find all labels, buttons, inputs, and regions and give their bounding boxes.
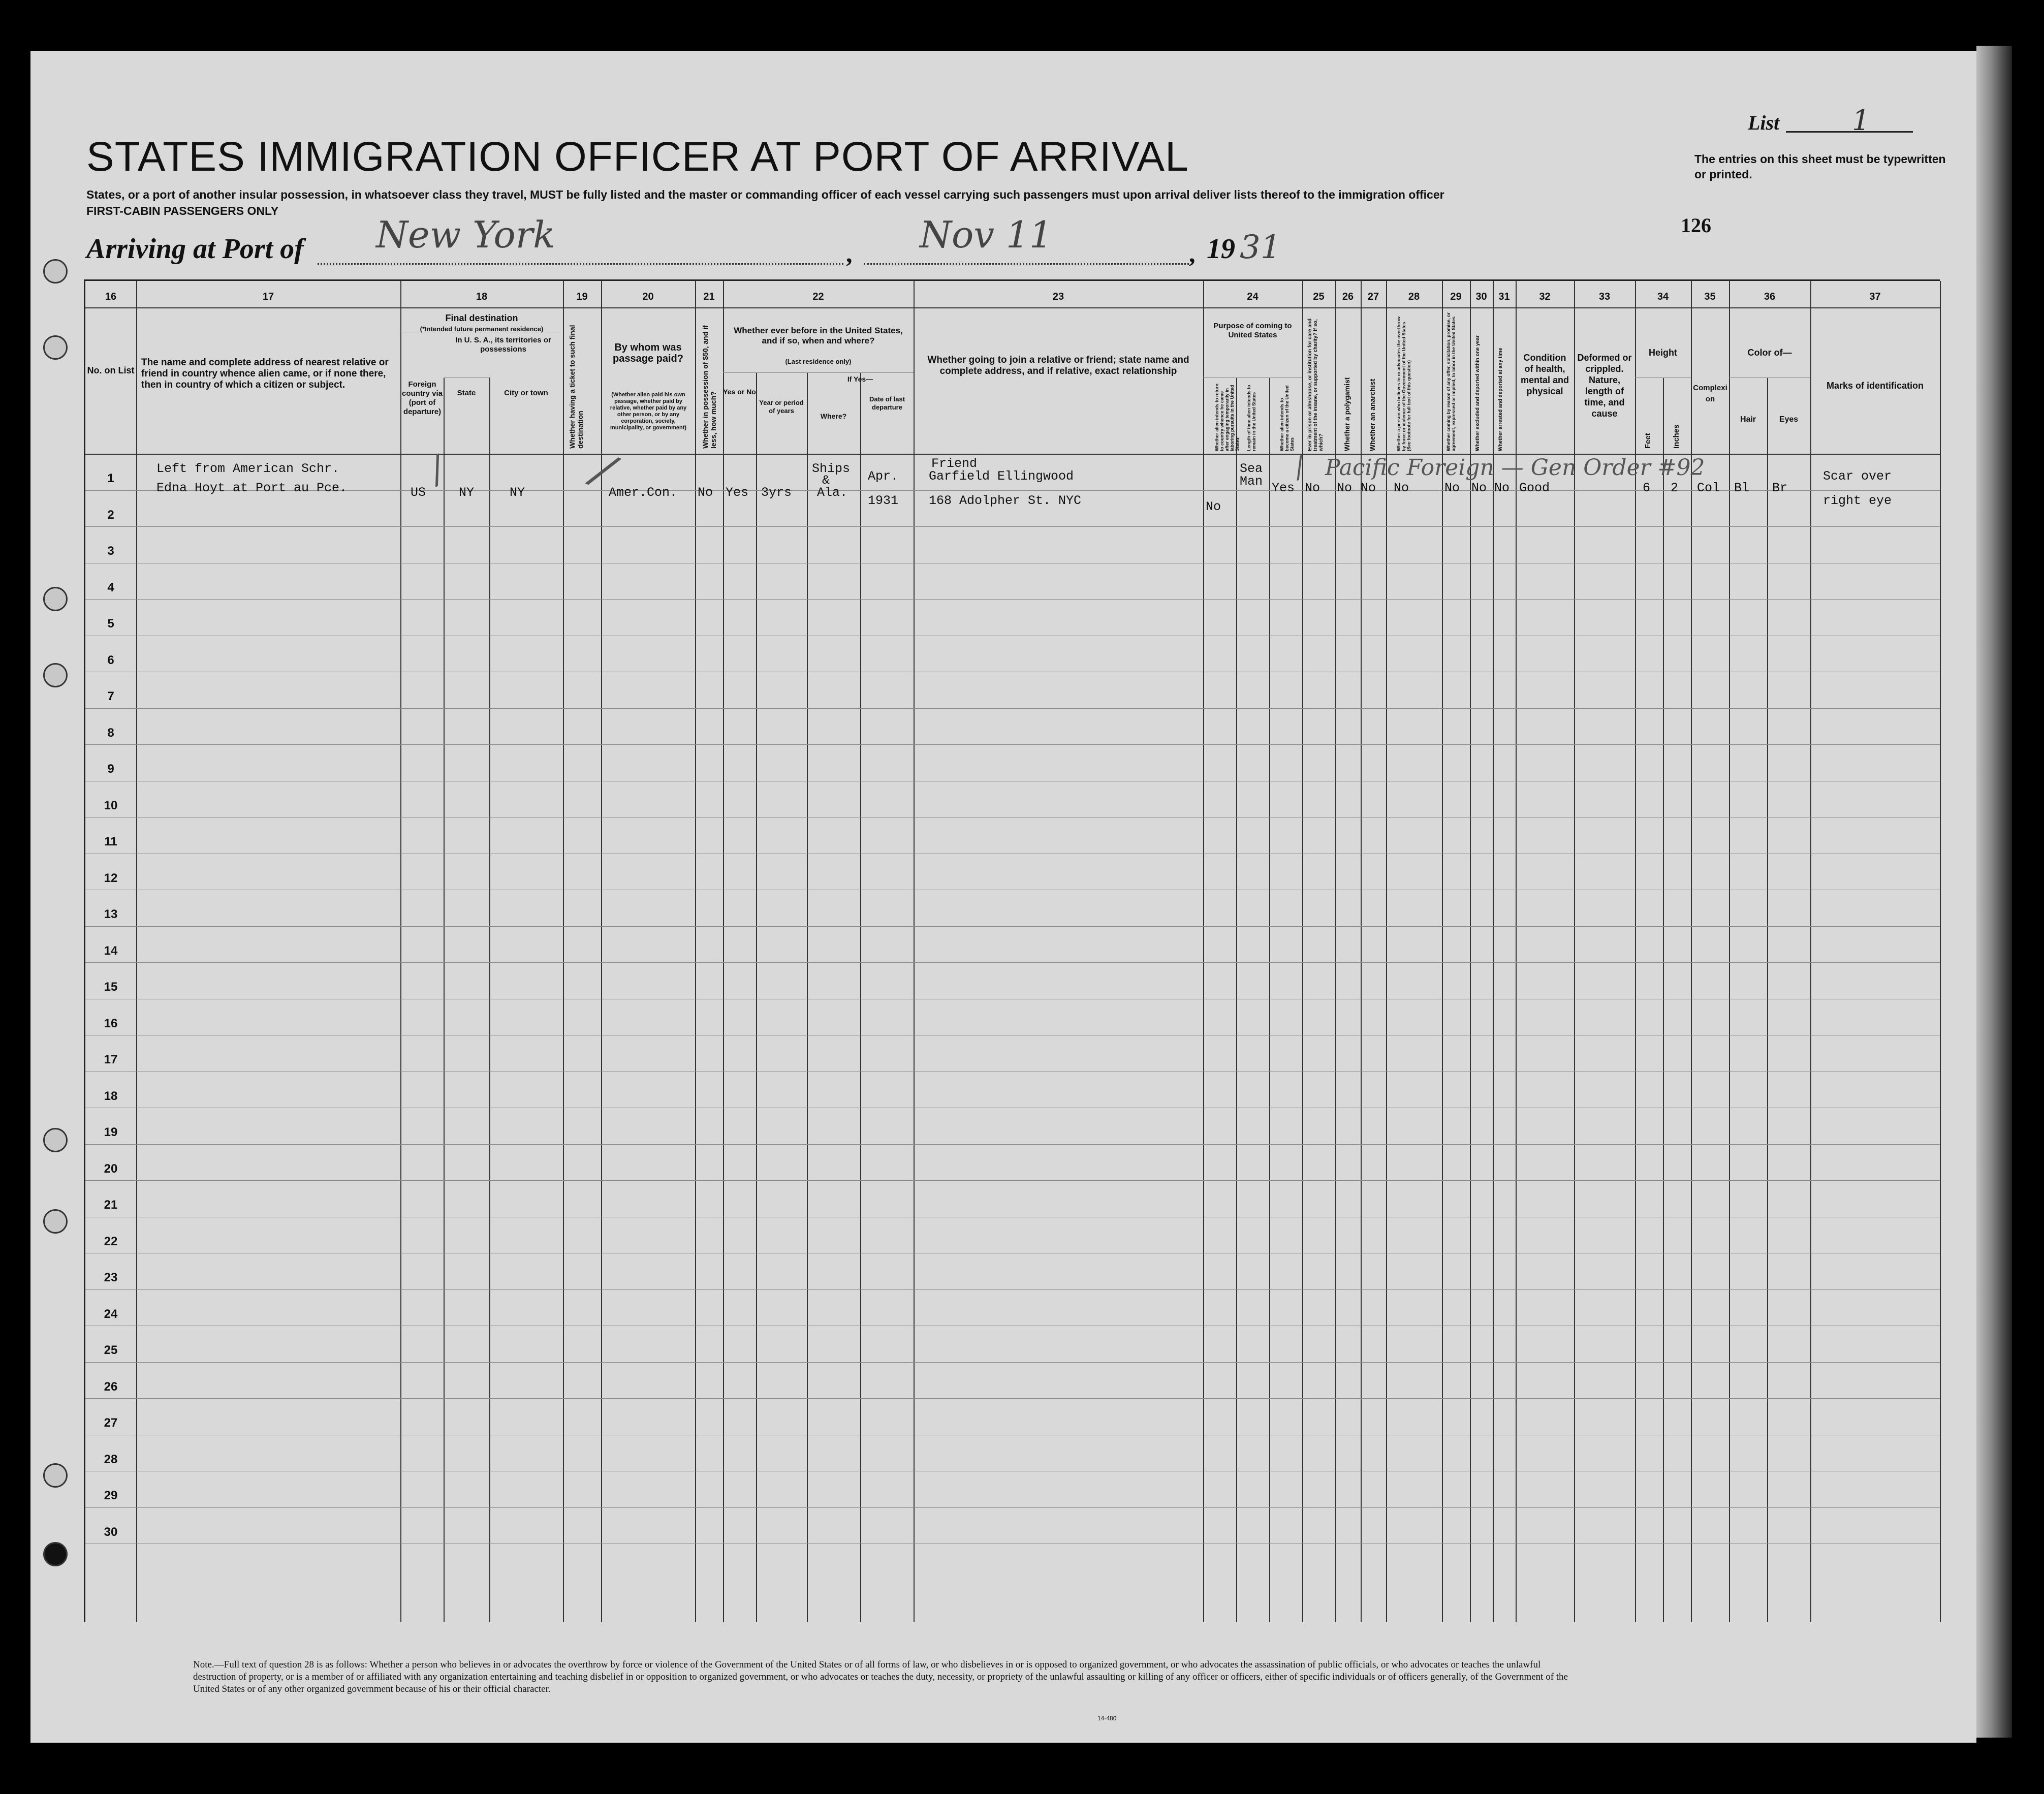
header-date-departure: Date of last departure xyxy=(869,395,905,411)
header-foreign-country: Foreign country via (port of departure) xyxy=(401,380,443,416)
row-number: 8 xyxy=(107,726,114,740)
row-number: 27 xyxy=(104,1416,118,1430)
col-number: 20 xyxy=(642,291,654,302)
page-subtitle: States, or a port of another insular possession, in whatsoever class they travel, MUST be fully listed and the master or commanding officer of each vessel carrying such passengers must upon arrival deliver lists thereof to the immigration officer xyxy=(86,188,1444,201)
entry-join-name: Garfield Ellingwood xyxy=(929,469,1074,484)
col-divider xyxy=(695,281,696,1622)
row-line xyxy=(85,1398,1940,1399)
col-divider xyxy=(1442,281,1443,1622)
list-number: 1 xyxy=(1852,104,1870,137)
header-no-on-list: No. on List xyxy=(87,365,135,375)
row-line xyxy=(85,1289,1940,1290)
header-excluded: Whether excluded and deported within one year xyxy=(1475,335,1481,451)
page-title: STATES IMMIGRATION OFFICER AT PORT OF ARRIVAL xyxy=(86,134,1189,180)
header-complexion: Complexion xyxy=(1693,384,1727,403)
row-number: 28 xyxy=(104,1452,118,1466)
header-purpose-return: Whether alien intends to return to country whence he came after engaging temporarily in laboring pursuits in the United States xyxy=(1214,383,1240,451)
port-value: New York xyxy=(376,213,555,256)
col-number: 32 xyxy=(1539,291,1551,302)
header-final-destination: Final destination xyxy=(445,313,518,323)
col-number: 23 xyxy=(1052,291,1064,302)
check-mark: / xyxy=(585,443,622,498)
list-line xyxy=(1786,131,1913,133)
row-number: 1 xyxy=(107,471,114,485)
col-number: 24 xyxy=(1247,291,1259,302)
header-overthrow: Whether a person who believes in or advocates the overthrow by force or violence of the Government of the United States (See footnote for full text of this question) xyxy=(1396,316,1411,451)
entry-anarchist: No xyxy=(1361,481,1376,495)
entry-join-address: 168 Adolpher St. NYC xyxy=(929,493,1082,508)
col-divider xyxy=(563,281,564,1622)
col-divider xyxy=(1635,281,1636,1622)
row-line xyxy=(85,526,1940,527)
entry-departure-year: 1931 xyxy=(868,493,899,508)
col-number: 18 xyxy=(476,291,488,302)
form-number: 14-480 xyxy=(1097,1715,1117,1722)
col-divider xyxy=(1767,377,1768,1622)
row-number: 14 xyxy=(104,943,118,958)
col-number: 36 xyxy=(1764,291,1776,302)
header-feet: Feet xyxy=(1644,433,1652,449)
check-mark: / xyxy=(422,448,451,491)
col-divider xyxy=(1386,281,1387,1622)
header-final-destination-note: (*Intended future permanent residence) xyxy=(420,325,544,333)
binder-hole xyxy=(43,1209,68,1234)
row-divider xyxy=(1203,377,1302,378)
binder-hole xyxy=(43,1128,68,1152)
header-yes-no: Yes or No xyxy=(723,388,756,396)
col-divider xyxy=(1574,281,1575,1622)
entry-eyes: Br xyxy=(1772,481,1788,495)
col-number: 26 xyxy=(1342,291,1354,302)
header-inches: Inches xyxy=(1672,424,1681,449)
entry-departure-month: Apr. xyxy=(868,469,899,484)
row-number: 22 xyxy=(104,1234,118,1248)
entry-possession: No xyxy=(698,485,713,500)
entry-where-line2: & xyxy=(822,473,830,488)
col-number: 29 xyxy=(1450,291,1462,302)
row-number: 12 xyxy=(104,871,118,885)
col-divider xyxy=(1335,281,1336,1622)
entry-polygamist: No xyxy=(1337,481,1353,495)
row-number: 23 xyxy=(104,1271,118,1284)
entry-offer: No xyxy=(1444,481,1460,495)
row-divider xyxy=(723,372,914,373)
row-line xyxy=(85,1180,1940,1181)
entry-relative-line2: Edna Hoyt at Port au Pce. xyxy=(156,481,348,495)
port-line xyxy=(318,263,843,265)
row-number: 5 xyxy=(107,617,114,631)
col-number: 30 xyxy=(1475,291,1487,302)
col-divider xyxy=(400,281,401,1622)
row-number: 16 xyxy=(104,1016,118,1030)
entry-marks-2: right eye xyxy=(1823,493,1892,508)
col-divider xyxy=(1729,281,1730,1622)
col-number: 17 xyxy=(262,291,274,302)
row-number: 17 xyxy=(104,1053,118,1066)
row-number: 9 xyxy=(107,762,114,776)
header-arrested: Whether arrested and deported at any time xyxy=(1498,348,1503,451)
col-number: 25 xyxy=(1313,291,1325,302)
entry-foreign-country: US xyxy=(411,485,426,500)
row-number: 13 xyxy=(104,907,118,921)
row-divider xyxy=(1729,377,1810,378)
header-color-of: Color of— xyxy=(1747,348,1792,358)
row-line xyxy=(85,708,1940,709)
row-line xyxy=(85,599,1940,600)
col-divider xyxy=(1269,377,1270,1622)
col-divider xyxy=(1470,281,1471,1622)
header-eyes: Eyes xyxy=(1779,415,1799,424)
col-divider xyxy=(444,377,445,1622)
entry-marks-1: Scar over xyxy=(1823,469,1892,484)
row-line xyxy=(85,1144,1940,1145)
row-number: 7 xyxy=(107,689,114,703)
row-number: 24 xyxy=(104,1307,118,1321)
row-number: 3 xyxy=(107,544,114,558)
entry-health: Good xyxy=(1519,481,1550,495)
row-number: 25 xyxy=(104,1343,118,1357)
year-prefix: 19 xyxy=(1207,233,1235,265)
header-offer: Whether coming by reason of any offer, solicitation, promise, or agreement, expressed or implied, to labor in the United States xyxy=(1446,312,1456,451)
row-number: 2 xyxy=(107,508,114,522)
typewritten-instruction: The entries on this sheet must be typewritten or printed. xyxy=(1694,152,1946,181)
date-value: Nov 11 xyxy=(920,213,1053,256)
header-prison: Ever in prison or almshouse, or institution for care and treatment of the insane, or supported by charity? If so, which? xyxy=(1307,318,1324,451)
row-number: 19 xyxy=(104,1125,118,1139)
entry-feet: 6 xyxy=(1643,481,1651,495)
entry-purpose-return: No xyxy=(1206,499,1221,514)
binder-hole xyxy=(43,335,68,360)
header-purpose-length: Length of time alien intends to remain in the United States xyxy=(1246,385,1256,451)
entry-city: NY xyxy=(510,485,525,500)
col-divider xyxy=(914,281,915,1622)
entry-before-yes: Yes xyxy=(726,485,749,500)
header-passage-note: (Whether alien paid his own passage, whether paid by relative, whether paid by any other person, or by any corporation, society, municipality, or government) xyxy=(610,392,687,431)
entry-purpose-length-2: Man xyxy=(1240,474,1263,489)
entry-prison: No xyxy=(1305,481,1320,495)
row-number: 30 xyxy=(104,1525,118,1539)
row-number: 11 xyxy=(104,835,117,848)
entry-relative-line1: Left from American Schr. xyxy=(156,461,340,476)
col-divider xyxy=(1810,281,1811,1622)
header-deformed: Deformed or crippled. Nature, length of time, and cause xyxy=(1577,353,1632,419)
entry-complexion: Col xyxy=(1697,481,1720,495)
col-number: 35 xyxy=(1704,291,1716,302)
row-number: 10 xyxy=(104,798,118,812)
col-divider xyxy=(136,281,137,1622)
row-divider xyxy=(444,377,489,378)
comma-separator: , xyxy=(1189,239,1196,268)
binder-hole xyxy=(43,1542,68,1566)
entry-join-relationship: Friend xyxy=(931,456,978,471)
page-edge xyxy=(1976,46,2012,1738)
date-line xyxy=(864,263,1189,265)
header-height: Height xyxy=(1649,348,1677,358)
col-number: 27 xyxy=(1367,291,1379,302)
handwritten-note: Pacific Foreign — Gen Order #92 xyxy=(1325,455,1705,481)
header-join-relative: Whether going to join a relative or friend; state name and complete address, and if relative, exact relationship xyxy=(927,355,1189,376)
row-divider xyxy=(85,307,1940,308)
binder-hole xyxy=(43,663,68,687)
sheet-number: 126 xyxy=(1681,214,1711,237)
row-number: 20 xyxy=(104,1161,118,1176)
header-year-period: Year or period of years xyxy=(759,399,804,415)
header-purpose-citizen: Whether alien intends to become a citizen of the United States xyxy=(1279,385,1295,451)
col-divider xyxy=(1236,377,1237,1622)
entry-arrested: No xyxy=(1494,481,1510,495)
header-before-in-us: Whether ever before in the United States, and if so, when and where? xyxy=(734,326,903,345)
entry-where-line3: Ala. xyxy=(817,485,848,500)
row-line xyxy=(85,490,1940,491)
binder-hole xyxy=(43,587,68,611)
row-line xyxy=(85,744,1940,745)
entry-inches: 2 xyxy=(1671,481,1679,495)
entry-purpose-length-1: Sea xyxy=(1240,461,1263,476)
header-state: State xyxy=(457,389,476,397)
col-number: 19 xyxy=(576,291,588,302)
entry-passage: Amer.Con. xyxy=(609,485,678,500)
col-number: 22 xyxy=(812,291,824,302)
entry-hair: Bl xyxy=(1734,481,1750,495)
col-divider xyxy=(1493,281,1494,1622)
header-if-yes: If Yes— xyxy=(847,375,873,383)
row-line xyxy=(85,962,1940,963)
passenger-class: FIRST-CABIN PASSENGERS ONLY xyxy=(86,204,279,217)
entry-where-line1: Ships xyxy=(812,461,851,476)
row-number: 6 xyxy=(107,653,114,667)
header-passage-paid: By whom was passage paid? xyxy=(613,342,683,364)
row-number: 18 xyxy=(104,1089,118,1103)
header-before-note: (Last residence only) xyxy=(785,358,852,365)
header-health: Condition of health, mental and physical xyxy=(1520,353,1569,396)
header-nearest-relative: The name and complete address of nearest relative or friend in country whence alien came, or if none there, then in country of which a citizen or subject. xyxy=(141,357,389,390)
entry-excluded: No xyxy=(1471,481,1487,495)
year-suffix: 31 xyxy=(1240,229,1281,266)
row-number: 29 xyxy=(104,1489,118,1502)
manifest-table xyxy=(84,279,1940,1622)
row-divider xyxy=(1635,377,1691,378)
header-purpose: Purpose of coming to United States xyxy=(1213,322,1292,339)
row-number: 4 xyxy=(107,580,114,594)
col-divider xyxy=(1663,377,1664,1622)
row-number: 21 xyxy=(104,1198,118,1212)
col-number: 34 xyxy=(1657,291,1669,302)
comma-separator: , xyxy=(846,239,853,268)
col-number: 28 xyxy=(1408,291,1420,302)
row-line xyxy=(85,1362,1940,1363)
check-mark: / xyxy=(1289,450,1309,484)
col-divider xyxy=(489,377,490,1622)
arriving-label: Arriving at Port of xyxy=(86,233,304,265)
header-polygamist: Whether a polygamist xyxy=(1343,377,1351,451)
footnote: Note.—Full text of question 28 is as follows: Whether a person who believes in or advocates the overthrow by force or violence of the Government of the United States or of all forms of law, or who disbelieves in or is opposed to organized government, or who advocates the assassination of public officials, or who advocates or teaches the unlawful destruction of property, or is a member of or affiliated with any organization entertaining and teaching disbelief in or opposition to organized government, or who advocates or teaches the duty, necessity, or propriety of the unlawful assaulting or killing of any officer or officers, either of specific individuals or of officers generally, of the Government of the United States or of any other organized government because of his or their official character. xyxy=(193,1659,1568,1694)
row-line xyxy=(85,1507,1940,1508)
col-number: 31 xyxy=(1498,291,1510,302)
header-city: City or town xyxy=(504,389,548,397)
header-anarchist: Whether an anarchist xyxy=(1368,379,1376,451)
entry-overthrow: No xyxy=(1394,481,1409,495)
entry-state: NY xyxy=(459,485,475,500)
col-number: 21 xyxy=(703,291,715,302)
col-number: 33 xyxy=(1598,291,1611,302)
binder-hole xyxy=(43,259,68,284)
row-line xyxy=(85,926,1940,927)
row-number: 15 xyxy=(104,980,118,994)
list-label: List xyxy=(1748,111,1780,134)
binder-hole xyxy=(43,1463,68,1488)
col-number: 37 xyxy=(1869,291,1881,302)
col-divider xyxy=(1203,281,1204,1622)
header-where: Where? xyxy=(820,412,847,420)
col-divider xyxy=(723,281,724,1622)
entry-years: 3yrs xyxy=(761,485,792,500)
col-divider xyxy=(1940,281,1941,1622)
col-number: 16 xyxy=(105,291,117,302)
col-divider xyxy=(1691,281,1692,1622)
header-marks: Marks of identification xyxy=(1826,381,1924,391)
row-number: 26 xyxy=(104,1379,118,1394)
col-divider xyxy=(1516,281,1517,1622)
header-in-usa: In U. S. A., its territories or possessions xyxy=(455,336,551,354)
header-ticket: Whether having a ticket to such final destination xyxy=(568,325,584,449)
header-hair: Hair xyxy=(1740,415,1756,424)
header-possession: Whether in possession of $50, and if less, how much? xyxy=(701,325,717,449)
entry-citizen: Yes xyxy=(1272,481,1295,495)
